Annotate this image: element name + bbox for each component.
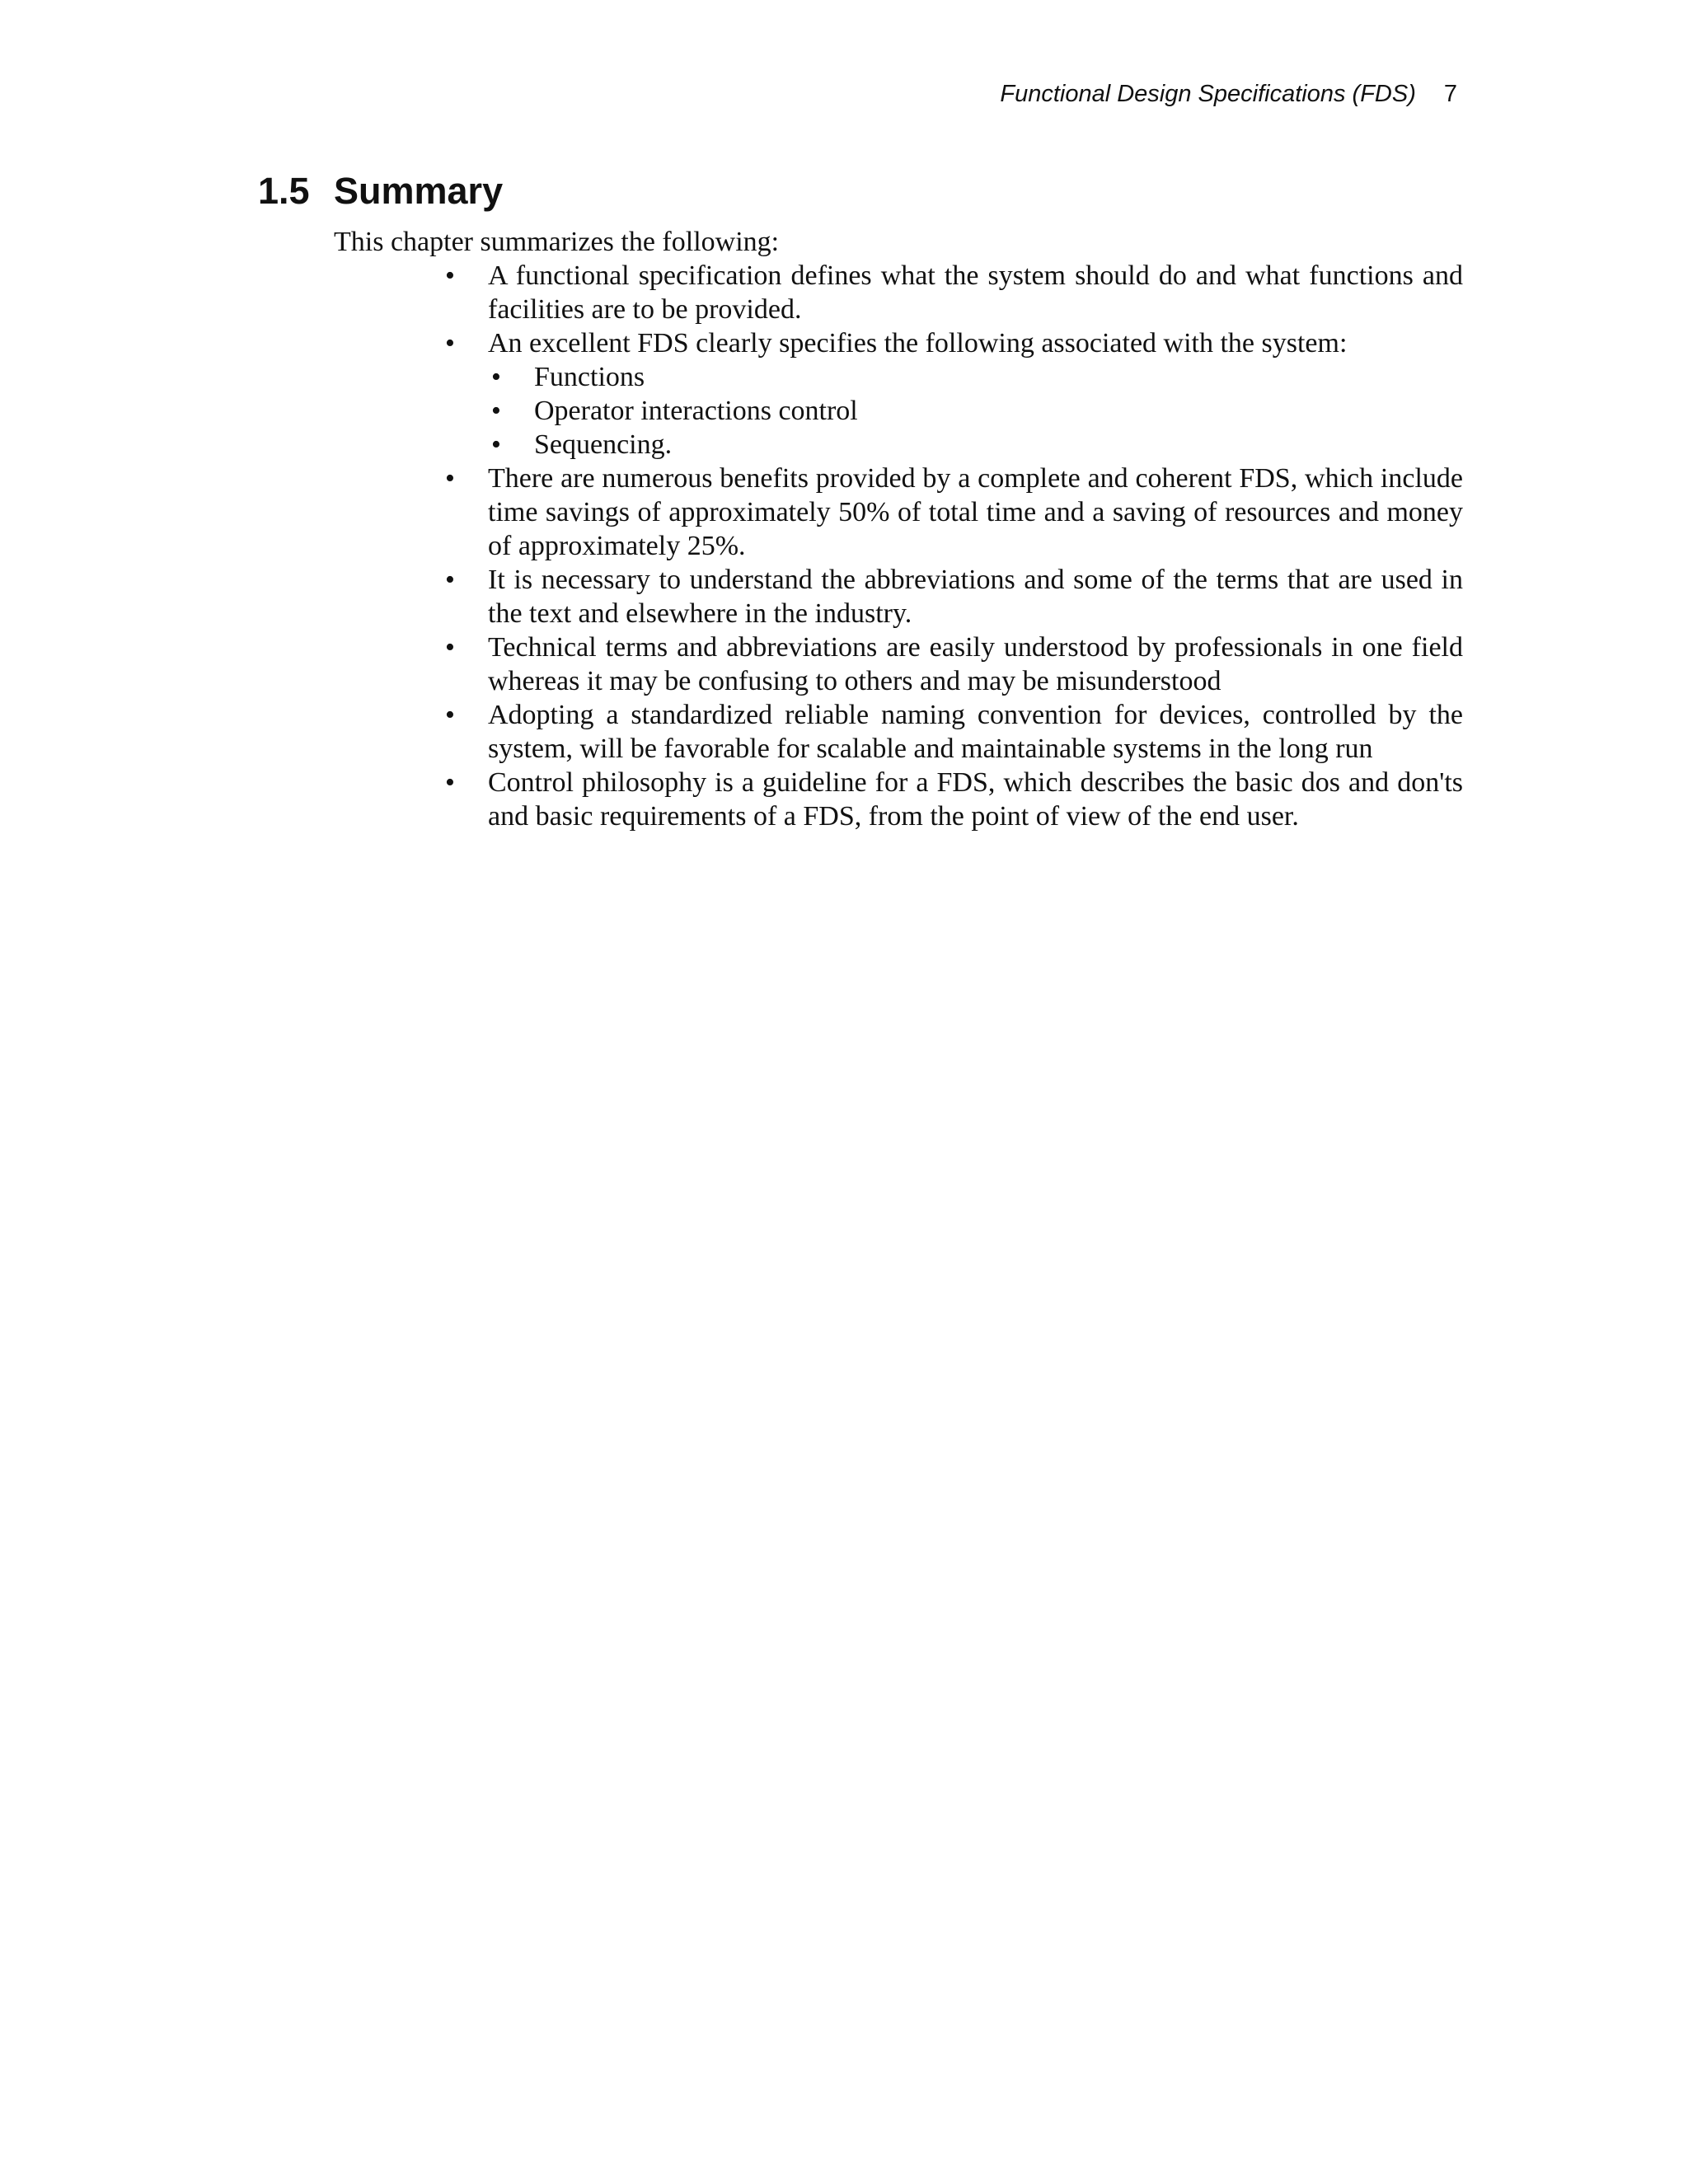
list-item: [445, 698, 1463, 766]
list-item-text: Adopting a standardized reliable naming convention for devices, controlled by the system, will be favorable for scalable and maintainable systems in the long run: [488, 700, 1463, 764]
list-item-text: Operator interactions control: [534, 396, 858, 426]
list-item-text: Control philosophy is a guideline for a FDS, which describes the basic dos and don'ts and basic requirements of a FDS, from the point of view of the end user.: [488, 767, 1463, 832]
section-number: 1.5: [258, 170, 310, 212]
running-header: [1000, 79, 1457, 109]
list-item-text: Functions: [534, 362, 645, 392]
bullet-icon: •: [445, 632, 455, 663]
list-item: [445, 630, 1463, 698]
bullet-icon: •: [491, 429, 501, 460]
list-item: [445, 259, 1463, 326]
bullet-icon: •: [445, 767, 455, 798]
bullet-icon: •: [445, 700, 455, 730]
bullet-icon: •: [491, 362, 501, 392]
sub-list-item: [488, 428, 1463, 462]
list-item-text: An excellent FDS clearly specifies the following associated with the system:: [488, 328, 1348, 359]
list-item: [445, 326, 1463, 360]
running-title: Functional Design Specifications (FDS): [1000, 81, 1416, 107]
sub-list-item: [488, 394, 1463, 428]
summary-list: [445, 259, 1463, 833]
section-heading: [258, 168, 503, 214]
bullet-icon: •: [445, 565, 455, 595]
page-number: 7: [1443, 81, 1457, 107]
bullet-icon: •: [491, 396, 501, 426]
bullet-icon: •: [445, 260, 455, 291]
list-item: [445, 462, 1463, 563]
section-title: Summary: [334, 170, 504, 212]
section-intro: This chapter summarizes the following:: [334, 227, 780, 257]
list-item: [445, 766, 1463, 833]
list-item-text: Technical terms and abbreviations are easily understood by professionals in one field whereas it may be confusing to others and may be misunderstood: [488, 632, 1463, 696]
list-item-text: There are numerous benefits provided by a complete and coherent FDS, which include time savings of approximately 50% of total time and a saving of resources and money of approximately 25%.: [488, 463, 1463, 561]
list-item-text: It is necessary to understand the abbreviations and some of the terms that are used in the text and elsewhere in the industry.: [488, 565, 1463, 629]
sub-list-item: [488, 360, 1463, 394]
list-item-text: A functional specification defines what the system should do and what functions and facilities are to be provided.: [488, 260, 1463, 325]
list-item: [445, 563, 1463, 630]
bullet-icon: •: [445, 328, 455, 359]
list-item-text: Sequencing.: [534, 429, 673, 460]
bullet-icon: •: [445, 463, 455, 494]
